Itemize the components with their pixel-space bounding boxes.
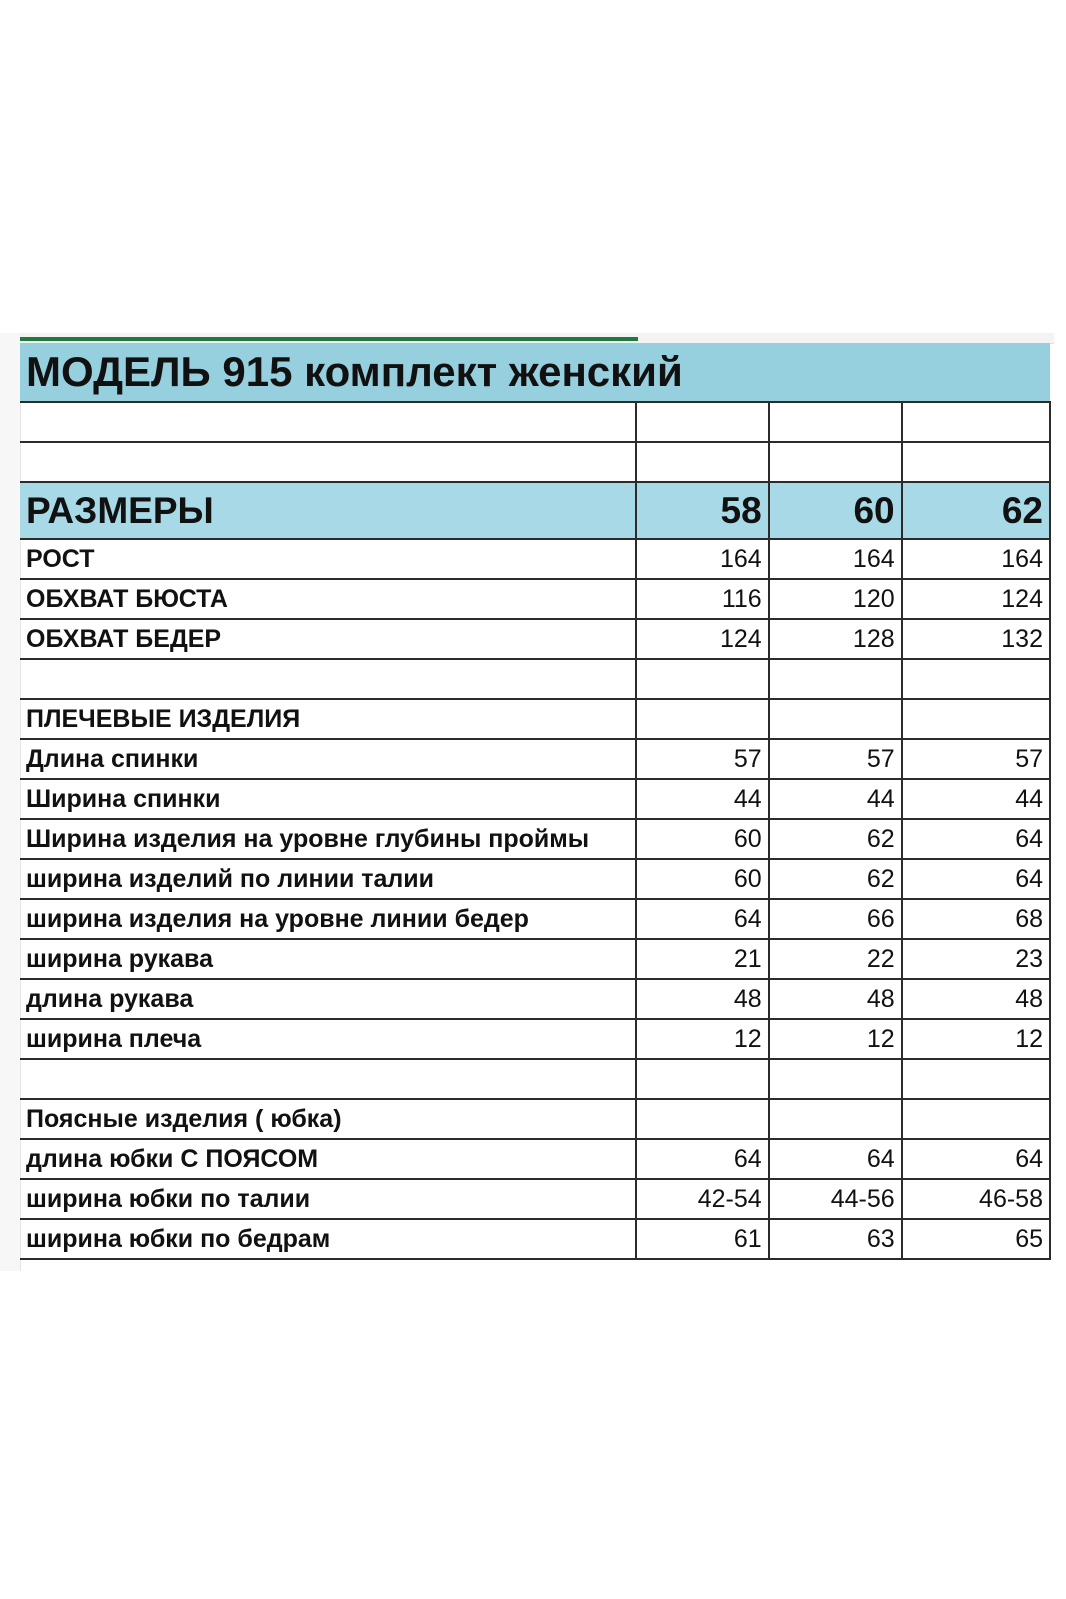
value-cell[interactable]: 22: [769, 939, 902, 979]
value-cell[interactable]: 124: [902, 579, 1050, 619]
table-row: [20, 1219, 1050, 1259]
row-label-cell[interactable]: ширина изделий по линии талии: [20, 859, 636, 899]
value-cell[interactable]: 128: [769, 619, 902, 659]
value-cell[interactable]: [902, 402, 1050, 442]
value-cell[interactable]: [902, 659, 1050, 699]
value-cell[interactable]: 12: [902, 1019, 1050, 1059]
table-row: [20, 699, 1050, 739]
value-cell[interactable]: 42-54: [636, 1179, 769, 1219]
value-cell[interactable]: 116: [636, 579, 769, 619]
value-cell[interactable]: [636, 442, 769, 482]
value-cell[interactable]: 64: [902, 1139, 1050, 1179]
table-row: [20, 1139, 1050, 1179]
row-label-cell[interactable]: Ширина изделия на уровне глубины проймы: [20, 819, 636, 859]
value-cell[interactable]: 62: [769, 819, 902, 859]
row-label-cell[interactable]: [20, 1059, 636, 1099]
size-header-cell[interactable]: 62: [902, 482, 1050, 539]
value-cell[interactable]: 60: [636, 819, 769, 859]
title-row: [20, 343, 1050, 402]
row-label-cell[interactable]: Поясные изделия ( юбка): [20, 1099, 636, 1139]
value-cell[interactable]: 12: [769, 1019, 902, 1059]
table-row: [20, 1099, 1050, 1139]
row-header-strip: [0, 333, 21, 1271]
table-row: [20, 779, 1050, 819]
selection-indicator: [20, 337, 638, 341]
table-row: [20, 1179, 1050, 1219]
value-cell[interactable]: 21: [636, 939, 769, 979]
value-cell[interactable]: [902, 1099, 1050, 1139]
table-row: [20, 899, 1050, 939]
value-cell[interactable]: 57: [769, 739, 902, 779]
table-row: [20, 819, 1050, 859]
sizes-header-row: [20, 482, 1050, 539]
value-cell[interactable]: 63: [769, 1219, 902, 1259]
value-cell[interactable]: 44: [769, 779, 902, 819]
row-label-cell[interactable]: [20, 442, 636, 482]
value-cell[interactable]: 61: [636, 1219, 769, 1259]
table-row: [20, 1019, 1050, 1059]
value-cell[interactable]: [769, 659, 902, 699]
value-cell[interactable]: 23: [902, 939, 1050, 979]
value-cell[interactable]: 65: [902, 1219, 1050, 1259]
row-label-cell[interactable]: ширина изделия на уровне линии бедер: [20, 899, 636, 939]
table-row: [20, 619, 1050, 659]
value-cell[interactable]: 62: [769, 859, 902, 899]
value-cell[interactable]: 64: [902, 819, 1050, 859]
value-cell[interactable]: [902, 442, 1050, 482]
table-row: [20, 979, 1050, 1019]
row-label-cell[interactable]: Ширина спинки: [20, 779, 636, 819]
table-row: [20, 739, 1050, 779]
value-cell[interactable]: 12: [636, 1019, 769, 1059]
value-cell[interactable]: 46-58: [902, 1179, 1050, 1219]
value-cell[interactable]: 64: [636, 1139, 769, 1179]
value-cell[interactable]: [769, 1099, 902, 1139]
table-row: [20, 442, 1050, 482]
table-row: [20, 659, 1050, 699]
value-cell[interactable]: 64: [902, 859, 1050, 899]
value-cell[interactable]: [902, 1059, 1050, 1099]
value-cell[interactable]: 164: [636, 539, 769, 579]
value-cell[interactable]: 64: [769, 1139, 902, 1179]
value-cell[interactable]: 132: [902, 619, 1050, 659]
row-label-cell[interactable]: ОБХВАТ БЮСТА: [20, 579, 636, 619]
value-cell[interactable]: [769, 699, 902, 739]
size-header-cell[interactable]: 60: [769, 482, 902, 539]
row-label-cell[interactable]: Длина спинки: [20, 739, 636, 779]
table-row: [20, 859, 1050, 899]
row-label-cell[interactable]: длина юбки С ПОЯСОМ: [20, 1139, 636, 1179]
value-cell[interactable]: [636, 699, 769, 739]
value-cell[interactable]: [636, 659, 769, 699]
value-cell[interactable]: 68: [902, 899, 1050, 939]
value-cell[interactable]: [636, 402, 769, 442]
size-chart-table: [20, 343, 1051, 1260]
table-row: [20, 539, 1050, 579]
spreadsheet: [0, 333, 1054, 1271]
value-cell[interactable]: 48: [769, 979, 902, 1019]
row-label-cell[interactable]: ОБХВАТ БЕДЕР: [20, 619, 636, 659]
sizes-header-label[interactable]: РАЗМЕРЫ: [20, 482, 636, 539]
value-cell[interactable]: [769, 442, 902, 482]
value-cell[interactable]: [769, 1059, 902, 1099]
value-cell[interactable]: 48: [902, 979, 1050, 1019]
value-cell[interactable]: 44: [636, 779, 769, 819]
value-cell[interactable]: 44-56: [769, 1179, 902, 1219]
value-cell[interactable]: 124: [636, 619, 769, 659]
value-cell[interactable]: [636, 1099, 769, 1139]
table-row: [20, 939, 1050, 979]
row-label-cell[interactable]: [20, 402, 636, 442]
row-label-cell[interactable]: длина рукава: [20, 979, 636, 1019]
row-label-cell[interactable]: [20, 659, 636, 699]
row-label-cell[interactable]: ширина юбки по бедрам: [20, 1219, 636, 1259]
value-cell[interactable]: 44: [902, 779, 1050, 819]
table-row: [20, 1059, 1050, 1099]
table-row: [20, 579, 1050, 619]
value-cell[interactable]: 64: [636, 899, 769, 939]
size-header-cell[interactable]: 58: [636, 482, 769, 539]
value-cell[interactable]: 60: [636, 859, 769, 899]
value-cell[interactable]: 120: [769, 579, 902, 619]
row-label-cell[interactable]: ширина плеча: [20, 1019, 636, 1059]
value-cell[interactable]: 57: [902, 739, 1050, 779]
value-cell[interactable]: [902, 699, 1050, 739]
row-label-cell[interactable]: ширина юбки по талии: [20, 1179, 636, 1219]
value-cell[interactable]: [636, 1059, 769, 1099]
value-cell[interactable]: 48: [636, 979, 769, 1019]
sheet-title[interactable]: МОДЕЛЬ 915 комплект женский: [20, 343, 1050, 402]
value-cell[interactable]: 164: [902, 539, 1050, 579]
row-label-cell[interactable]: ПЛЕЧЕВЫЕ ИЗДЕЛИЯ: [20, 699, 636, 739]
value-cell[interactable]: 164: [769, 539, 902, 579]
table-row: [20, 402, 1050, 442]
value-cell[interactable]: 66: [769, 899, 902, 939]
row-label-cell[interactable]: ширина рукава: [20, 939, 636, 979]
row-label-cell[interactable]: РОСТ: [20, 539, 636, 579]
value-cell[interactable]: 57: [636, 739, 769, 779]
value-cell[interactable]: [769, 402, 902, 442]
